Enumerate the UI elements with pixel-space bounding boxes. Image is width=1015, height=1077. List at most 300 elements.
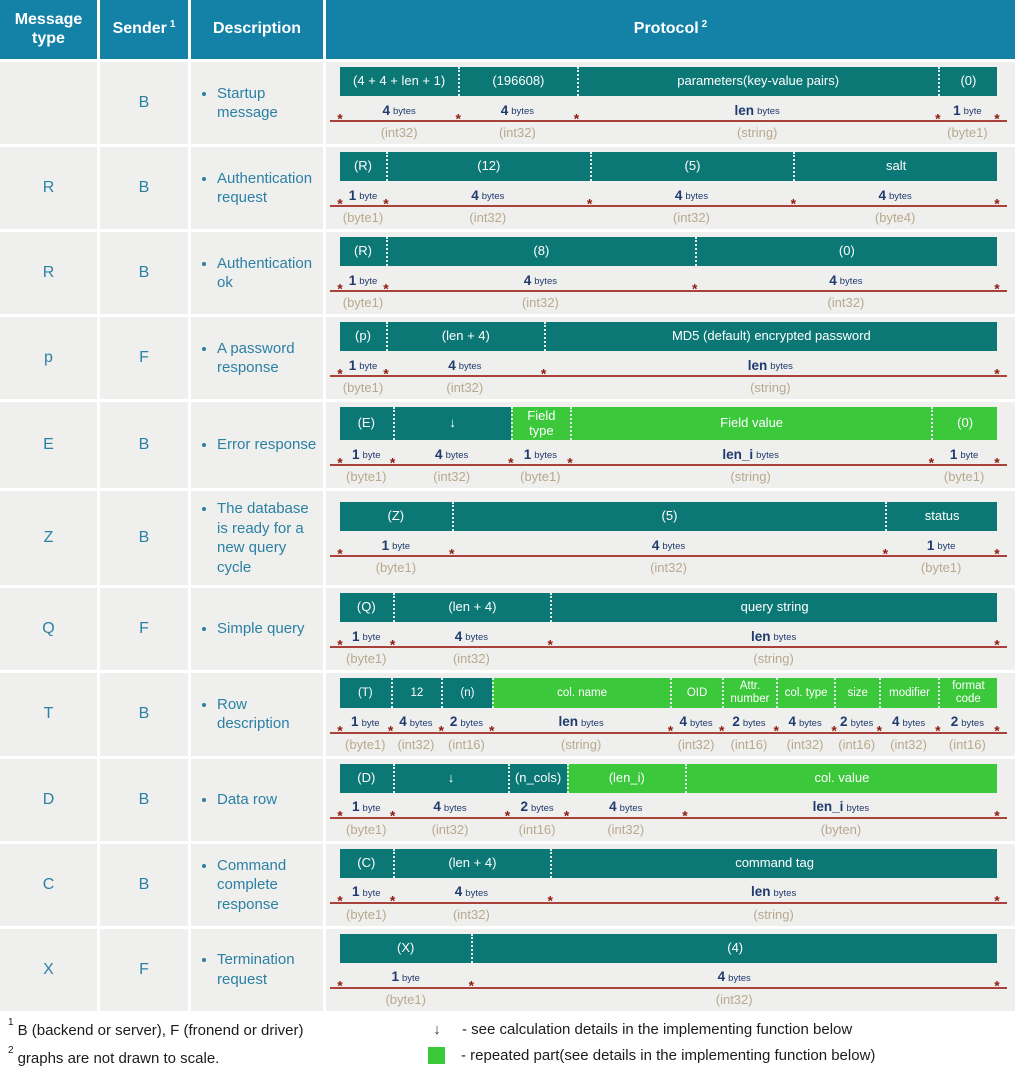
measure-marker: * (337, 977, 343, 994)
measure-marker: * (935, 722, 941, 739)
type-label: (byte1) (346, 821, 387, 837)
message-type-cell: C (0, 844, 97, 926)
size-label (793, 189, 997, 206)
type-label: (int32) (433, 469, 471, 485)
sender-cell: B (100, 232, 188, 314)
size-number: 1 (352, 446, 360, 462)
description-cell (191, 62, 323, 144)
type-label: (int32) (650, 560, 687, 576)
measure-line (330, 555, 1007, 557)
size-label (508, 800, 567, 817)
size-unit: bytes (445, 450, 469, 462)
description-cell (191, 759, 323, 841)
size-number: len (747, 357, 768, 373)
measure-marker: * (692, 280, 698, 297)
protocol-segment: size (834, 678, 879, 708)
size-label (340, 274, 386, 291)
size-number: 4 (454, 628, 463, 644)
measure-marker: * (337, 892, 343, 909)
byte-measure (337, 797, 1000, 839)
description-list (199, 790, 277, 810)
protocol-segment: col. name (492, 678, 671, 708)
measure-marker: * (389, 454, 396, 471)
protocol-segment: (len + 4) (386, 322, 544, 351)
header-protocol (326, 0, 1015, 59)
footnote-text-2: graphs are not drawn to scale. (17, 1049, 220, 1067)
message-type-cell: R (0, 232, 97, 314)
measure-marker: * (994, 892, 1000, 909)
size-unit: bytes (662, 541, 686, 553)
description-list (199, 619, 305, 639)
size-labels (340, 270, 997, 290)
size-label (391, 715, 442, 732)
size-unit: bytes (393, 106, 416, 118)
legend-calculation-text: - see calculation details in the implementing function below (462, 1020, 853, 1038)
protocol-segment: Field type (511, 407, 570, 440)
size-label (386, 189, 590, 206)
size-label (722, 715, 777, 732)
size-unit: byte (359, 361, 378, 373)
size-label (471, 970, 997, 987)
size-unit: bytes (798, 717, 822, 729)
size-unit: bytes (846, 802, 870, 814)
protocol-segment: (n_cols) (508, 764, 567, 793)
size-number: 1 (391, 969, 399, 985)
measure-marker: * (773, 722, 779, 739)
protocol-segment: (D) (340, 764, 393, 793)
measure-marker: * (337, 807, 343, 824)
size-label (570, 448, 931, 465)
measure-marker: * (994, 365, 1000, 382)
measure-marker: * (586, 195, 593, 212)
description-cell (191, 844, 323, 926)
protocol-cell (326, 759, 1015, 841)
type-label: (string) (560, 736, 602, 752)
size-unit: byte (401, 972, 420, 984)
size-unit: bytes (902, 717, 926, 729)
protocol-cell (326, 673, 1015, 756)
size-number: len (750, 628, 771, 644)
size-unit: byte (960, 450, 979, 462)
size-unit: byte (362, 632, 381, 644)
type-label: (byte4) (874, 210, 916, 225)
type-label: (byte1) (346, 906, 387, 922)
header-protocol-label: Protocol (633, 20, 699, 38)
type-label: (byte1) (375, 560, 417, 576)
size-unit: bytes (530, 802, 554, 814)
protocol-segment: (Q) (340, 593, 393, 622)
size-label (879, 715, 937, 732)
message-type-cell: R (0, 147, 97, 229)
type-label: (int16) (838, 736, 876, 752)
type-label: (byte1) (346, 469, 387, 485)
protocol-segment: (5) (452, 502, 886, 531)
type-labels (340, 120, 997, 142)
sender-cell: B (100, 147, 188, 229)
measure-marker: * (831, 722, 837, 739)
size-unit: bytes (580, 717, 604, 729)
type-label: (int32) (827, 295, 865, 310)
size-label (577, 104, 938, 121)
type-label: (byte1) (345, 736, 386, 752)
size-unit: bytes (961, 717, 984, 729)
protocol-segment: (X) (340, 934, 471, 963)
protocol-cell (326, 232, 1015, 314)
protocol-cell (326, 588, 1015, 670)
protocol-segment: salt (793, 152, 997, 181)
header-sender-label: Sender (112, 20, 167, 38)
size-label (670, 715, 721, 732)
measure-marker: * (667, 722, 674, 739)
size-number: 1 (381, 537, 390, 553)
byte-measure (337, 535, 1000, 577)
byte-measure (337, 626, 1000, 668)
type-label: (int32) (607, 821, 645, 837)
type-label: (byte1) (342, 210, 384, 225)
protocol-segment: (p) (340, 322, 386, 351)
protocol-bar (340, 237, 997, 266)
size-label (931, 448, 997, 465)
size-unit: bytes (773, 632, 797, 644)
measure-line (330, 902, 1007, 904)
measure-marker: * (337, 722, 343, 739)
protocol-segment: (4) (471, 934, 997, 963)
size-number: 4 (382, 102, 391, 118)
size-label (340, 359, 386, 376)
measure-line (330, 120, 1007, 122)
size-labels (340, 100, 997, 120)
size-unit: bytes (770, 361, 793, 373)
size-number: 4 (878, 187, 887, 203)
size-label (776, 715, 834, 732)
size-label (885, 539, 997, 556)
size-number: 4 (435, 446, 443, 462)
repeated-part-swatch-icon (428, 1047, 445, 1064)
protocol-bar (340, 502, 997, 531)
size-number: 2 (840, 714, 848, 730)
size-number: 2 (950, 714, 959, 730)
description-cell (191, 588, 323, 670)
description-text: • Simple query (217, 619, 305, 639)
protocol-segment: Attr. number (722, 678, 777, 708)
size-number: len (734, 102, 755, 118)
measure-marker: * (876, 722, 883, 739)
protocol-segment: (0) (695, 237, 997, 266)
size-unit: bytes (534, 276, 557, 288)
measure-marker: * (547, 892, 553, 909)
protocol-segment: (R) (340, 152, 386, 181)
size-label (685, 800, 997, 817)
type-label: (string) (750, 380, 791, 395)
type-labels (340, 290, 997, 312)
protocol-segment: (12) (386, 152, 590, 181)
measure-marker: * (389, 636, 396, 653)
type-label: (int32) (446, 380, 484, 395)
size-label (590, 189, 794, 206)
size-unit: bytes (481, 191, 505, 203)
size-number: 1 (949, 446, 958, 462)
measure-marker: * (718, 722, 725, 739)
protocol-bar (340, 593, 997, 622)
protocol-segment: (8) (386, 237, 695, 266)
measure-marker: * (540, 365, 547, 382)
type-label: (byte1) (342, 295, 384, 310)
size-labels (340, 444, 997, 464)
protocol-cell (326, 491, 1015, 585)
measure-marker: * (994, 807, 1000, 824)
measure-marker: * (337, 454, 343, 471)
type-label: (byte1) (920, 560, 962, 576)
measure-line (330, 205, 1007, 207)
measure-line (330, 290, 1007, 292)
sender-cell: B (100, 844, 188, 926)
measure-marker: * (508, 454, 514, 471)
footer (0, 1011, 1015, 1077)
measure-marker: * (928, 454, 935, 471)
size-number: 1 (352, 799, 360, 815)
measure-line (330, 987, 1007, 989)
message-type-cell: p (0, 317, 97, 399)
description-cell (191, 147, 323, 229)
measure-marker: * (994, 545, 1000, 562)
measure-marker: * (448, 545, 455, 562)
size-label (386, 274, 695, 291)
protocol-cell (326, 402, 1015, 488)
size-number: 4 (679, 714, 687, 730)
protocol-bar (340, 67, 997, 96)
size-label (340, 885, 393, 902)
type-label: (int32) (469, 210, 507, 225)
message-type-cell (0, 62, 97, 144)
type-label: (int32) (677, 736, 715, 752)
size-number: 1 (351, 714, 359, 730)
description-text: • A password response (217, 339, 321, 378)
size-label (441, 715, 492, 732)
type-label: (byte1) (342, 380, 384, 395)
protocol-segment: (0) (931, 407, 997, 440)
size-unit: byte (362, 802, 381, 814)
message-type-cell: E (0, 402, 97, 488)
footnote-scale (8, 1044, 428, 1067)
protocol-segment: (Z) (340, 502, 452, 531)
description-text: • Authentication request (217, 169, 321, 208)
measure-marker: * (387, 722, 394, 739)
type-label: (int16) (730, 736, 768, 752)
size-unit: bytes (773, 887, 797, 899)
size-label (393, 885, 551, 902)
type-label: (int32) (786, 736, 824, 752)
description-cell (191, 491, 323, 585)
description-list (199, 856, 321, 915)
type-label: (int32) (397, 736, 435, 752)
size-number: 1 (926, 537, 935, 553)
protocol-segment: (E) (340, 407, 393, 440)
type-label: (int32) (452, 906, 490, 922)
description-text: • Row description (217, 695, 321, 734)
type-label: (int16) (948, 736, 986, 752)
size-label (386, 359, 544, 376)
type-labels (340, 902, 997, 924)
size-unit: byte (362, 887, 381, 899)
protocol-segment: (0) (938, 67, 997, 96)
protocol-segment: (len_i) (567, 764, 685, 793)
size-number: 1 (348, 357, 357, 373)
measure-marker: * (468, 977, 475, 994)
description-text: • Termination request (217, 950, 321, 989)
size-unit: bytes (839, 276, 863, 288)
size-number: 1 (352, 628, 360, 644)
description-list (199, 254, 321, 293)
measure-marker: * (935, 110, 941, 127)
measure-marker: * (994, 977, 1000, 994)
size-unit: byte (392, 541, 411, 553)
measure-marker: * (573, 110, 580, 127)
type-label: (byte1) (943, 469, 985, 485)
size-label (340, 970, 471, 987)
byte-measure (337, 100, 1000, 142)
size-number: 4 (609, 799, 617, 815)
measure-marker: * (455, 110, 461, 127)
measure-marker: * (383, 195, 389, 212)
description-cell (191, 929, 323, 1011)
legend-calculation-arrow (428, 1021, 1009, 1038)
description-text: • Error response (217, 435, 316, 455)
size-label (340, 448, 393, 465)
size-unit: bytes (685, 191, 709, 203)
legend-repeated-text: - repeated part(see details in the implementing function below) (461, 1046, 876, 1064)
size-unit: byte (359, 191, 378, 203)
sender-cell: F (100, 929, 188, 1011)
size-unit: byte (937, 541, 956, 553)
description-text: • Data row (217, 790, 277, 810)
protocol-segment: col. type (776, 678, 834, 708)
measure-marker: * (994, 722, 1000, 739)
size-labels (340, 797, 997, 817)
footnotes (8, 1016, 428, 1077)
type-label: (int32) (890, 736, 927, 752)
protocol-bar (340, 152, 997, 181)
size-number: 4 (433, 799, 441, 815)
message-type-cell: Z (0, 491, 97, 585)
measure-marker: * (337, 636, 343, 653)
size-unit: bytes (409, 717, 433, 729)
size-label (492, 715, 671, 732)
size-labels (340, 626, 997, 646)
size-number: len_i (812, 799, 844, 815)
size-number: 1 (953, 102, 961, 118)
size-label (938, 104, 997, 121)
size-labels (340, 535, 997, 555)
description-list (199, 950, 321, 989)
size-number: 4 (788, 714, 796, 730)
legend-repeated-part (428, 1047, 1009, 1064)
protocol-cell (326, 147, 1015, 229)
description-cell (191, 232, 323, 314)
byte-measure (337, 444, 1000, 486)
size-labels (340, 967, 997, 987)
size-label (393, 800, 508, 817)
size-label (452, 539, 886, 556)
byte-measure (337, 967, 1000, 1009)
size-unit: bytes (757, 106, 780, 118)
size-label (340, 189, 386, 206)
footnote-text-1: B (backend or server), F (fronend or driver) (17, 1021, 304, 1039)
type-labels (340, 555, 997, 577)
byte-measure (337, 185, 1000, 227)
message-type-cell: Q (0, 588, 97, 670)
protocol-bar (340, 678, 997, 708)
protocol-segment: (len + 4) (393, 849, 551, 878)
size-label (340, 104, 458, 121)
measure-line (330, 817, 1007, 819)
protocol-segment: OID (670, 678, 721, 708)
protocol-bar (340, 407, 997, 440)
size-number: 4 (891, 714, 900, 730)
size-label (567, 800, 685, 817)
type-label: (string) (753, 651, 794, 667)
measure-marker: * (383, 280, 389, 297)
size-number: 4 (674, 187, 683, 203)
size-label (938, 715, 997, 732)
protocol-segment: col. value (685, 764, 997, 793)
description-text: • Authentication ok (217, 254, 321, 293)
protocol-segment: (C) (340, 849, 393, 878)
description-list (199, 499, 321, 577)
type-labels (340, 205, 997, 227)
byte-measure (337, 355, 1000, 397)
size-label (340, 630, 393, 647)
measure-marker: * (994, 195, 1000, 212)
protocol-segment: status (885, 502, 997, 531)
byte-measure (337, 882, 1000, 924)
measure-marker: * (994, 280, 1000, 297)
type-label: (string) (753, 906, 794, 922)
protocol-bar (340, 849, 997, 878)
footnote-senders (8, 1016, 428, 1039)
size-unit: bytes (511, 106, 534, 118)
size-label (340, 715, 391, 732)
description-list (199, 339, 321, 378)
sender-cell: B (100, 491, 188, 585)
type-label: (int32) (431, 821, 469, 837)
size-unit: byte (963, 106, 982, 118)
measure-line (330, 646, 1007, 648)
type-label: (byte1) (520, 469, 561, 485)
sender-cell: F (100, 588, 188, 670)
sender-cell: B (100, 759, 188, 841)
measure-marker: * (337, 280, 343, 297)
description-list (199, 84, 321, 123)
size-number: len_i (722, 446, 754, 462)
measure-line (330, 464, 1007, 466)
size-unit: bytes (443, 802, 467, 814)
measure-marker: * (547, 636, 553, 653)
protocol-cell (326, 844, 1015, 926)
header-sender (100, 0, 188, 59)
description-cell (191, 673, 323, 756)
type-label: (int32) (521, 295, 559, 310)
measure-marker: * (504, 807, 511, 824)
size-number: len (750, 884, 771, 900)
size-number: 4 (471, 187, 479, 203)
measure-marker: * (337, 195, 343, 212)
protocol-segment: format code (938, 678, 997, 708)
measure-marker: * (383, 365, 389, 382)
protocol-segment: Field value (570, 407, 931, 440)
type-label: (int32) (673, 210, 710, 225)
protocol-segment: (R) (340, 237, 386, 266)
message-type-cell: D (0, 759, 97, 841)
